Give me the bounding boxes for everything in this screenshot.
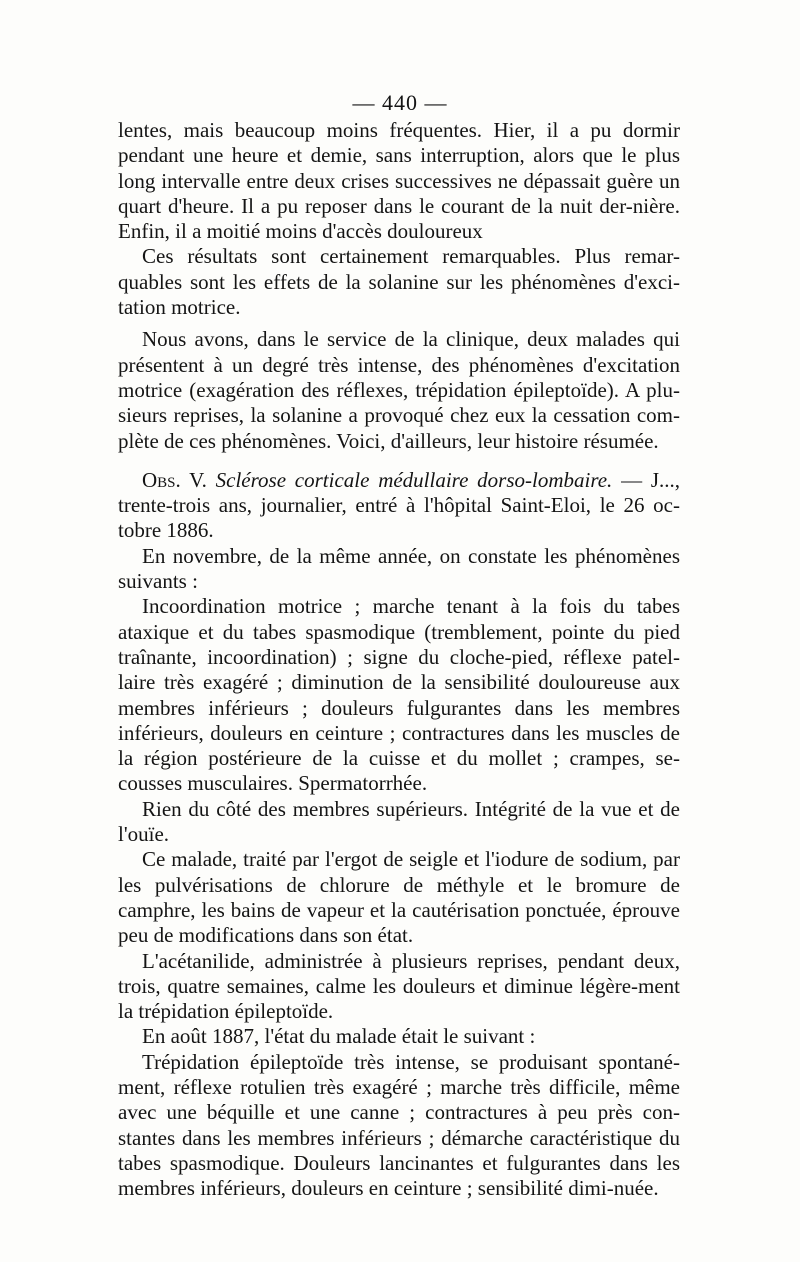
body-text — [118, 118, 680, 1201]
obs-paragraph-august: En août 1887, l'état du malade était le suivant : — [142, 1024, 536, 1049]
paragraph-results: Ces résultats sont certainement remarquables. Plus remar-quables sont les effets de la solanine sur les phénomènes d'exci-tation motrice. — [118, 244, 680, 320]
observation-title: Sclérose corticale médullaire dorso-lombaire. — [215, 467, 613, 492]
paragraph-clinic-patients: Nous avons, dans le service de la clinique, deux malades qui présentent à un degré très intense, des phénomènes d'excitation motrice (exagération des réflexes, trépidation épileptoïde). A plu-sieurs reprises, la solanine a provoqué chez eux la cessation com-plète de ces phénomènes. Voici, d'ailleurs, leur histoire résumée. — [118, 327, 680, 453]
paragraph-continuation: lentes, mais beaucoup moins fréquentes. Hier, il a pu dormir pendant une heure et demie, sans interruption, alors que le plus long intervalle entre deux crises successives ne dépassait guère un quart d'heure. Il a pu reposer dans le courant de la nuit der-nière. Enfin, il a moitié moins d'accès douloureux — [118, 118, 680, 244]
obs-paragraph-upper-limbs: Rien du côté des membres supérieurs. Intégrité de la vue et de l'ouïe. — [118, 796, 680, 847]
observation-patient: — J..., trente-trois ans, journalier, entré à l'hôpital Saint-Eloi, le 26 oc-tobre 1886. — [118, 467, 681, 543]
obs-paragraph-symptoms: Incoordination motrice ; marche tenant à la fois du tabes ataxique et du tabes spasmodique (tremblement, pointe du pied traînante, incoordination) ; signe du cloche-pied, réflexe patel-laire très exagéré ; diminution de la sensibilité douloureuse aux membres inférieurs ; douleurs fulgurantes dans les membres inférieurs, douleurs en ceinture ; contractures dans les muscles de la région postérieure de la cuisse et du mollet ; crampes, se-cousses musculaires. Spermatorrhée. — [118, 594, 680, 796]
obs-paragraph-november: En novembre, de la même année, on constate les phénomènes suivants : — [118, 543, 680, 594]
observation-label: Obs. V. — [142, 467, 207, 492]
obs-paragraph-treatment: Ce malade, traité par l'ergot de seigle et l'iodure de sodium, par les pulvérisations de chlorure de méthyle et le bromure de camphre, les bains de vapeur et la cautérisation ponctuée, éprouve peu de modifications dans son état. — [118, 847, 680, 948]
obs-paragraph-acetanilide: L'acétanilide, administrée à plusieurs reprises, pendant deux, trois, quatre semaines, calme les douleurs et diminue légère-ment la trépidation épileptoïde. — [118, 948, 680, 1024]
obs-paragraph-state: Trépidation épileptoïde très intense, se produisant spontané-ment, réflexe rotulien très exagéré ; marche très difficile, même avec une béquille et une canne ; contractures à peu près con-stantes dans les membres inférieurs ; démarche caractéristique du tabes spasmodique. Douleurs lancinantes et fulgurantes dans les membres inférieurs, douleurs en ceinture ; sensibilité dimi-nuée. — [118, 1049, 680, 1201]
page-number: — 440 — — [352, 90, 448, 115]
observation-heading — [118, 468, 680, 544]
